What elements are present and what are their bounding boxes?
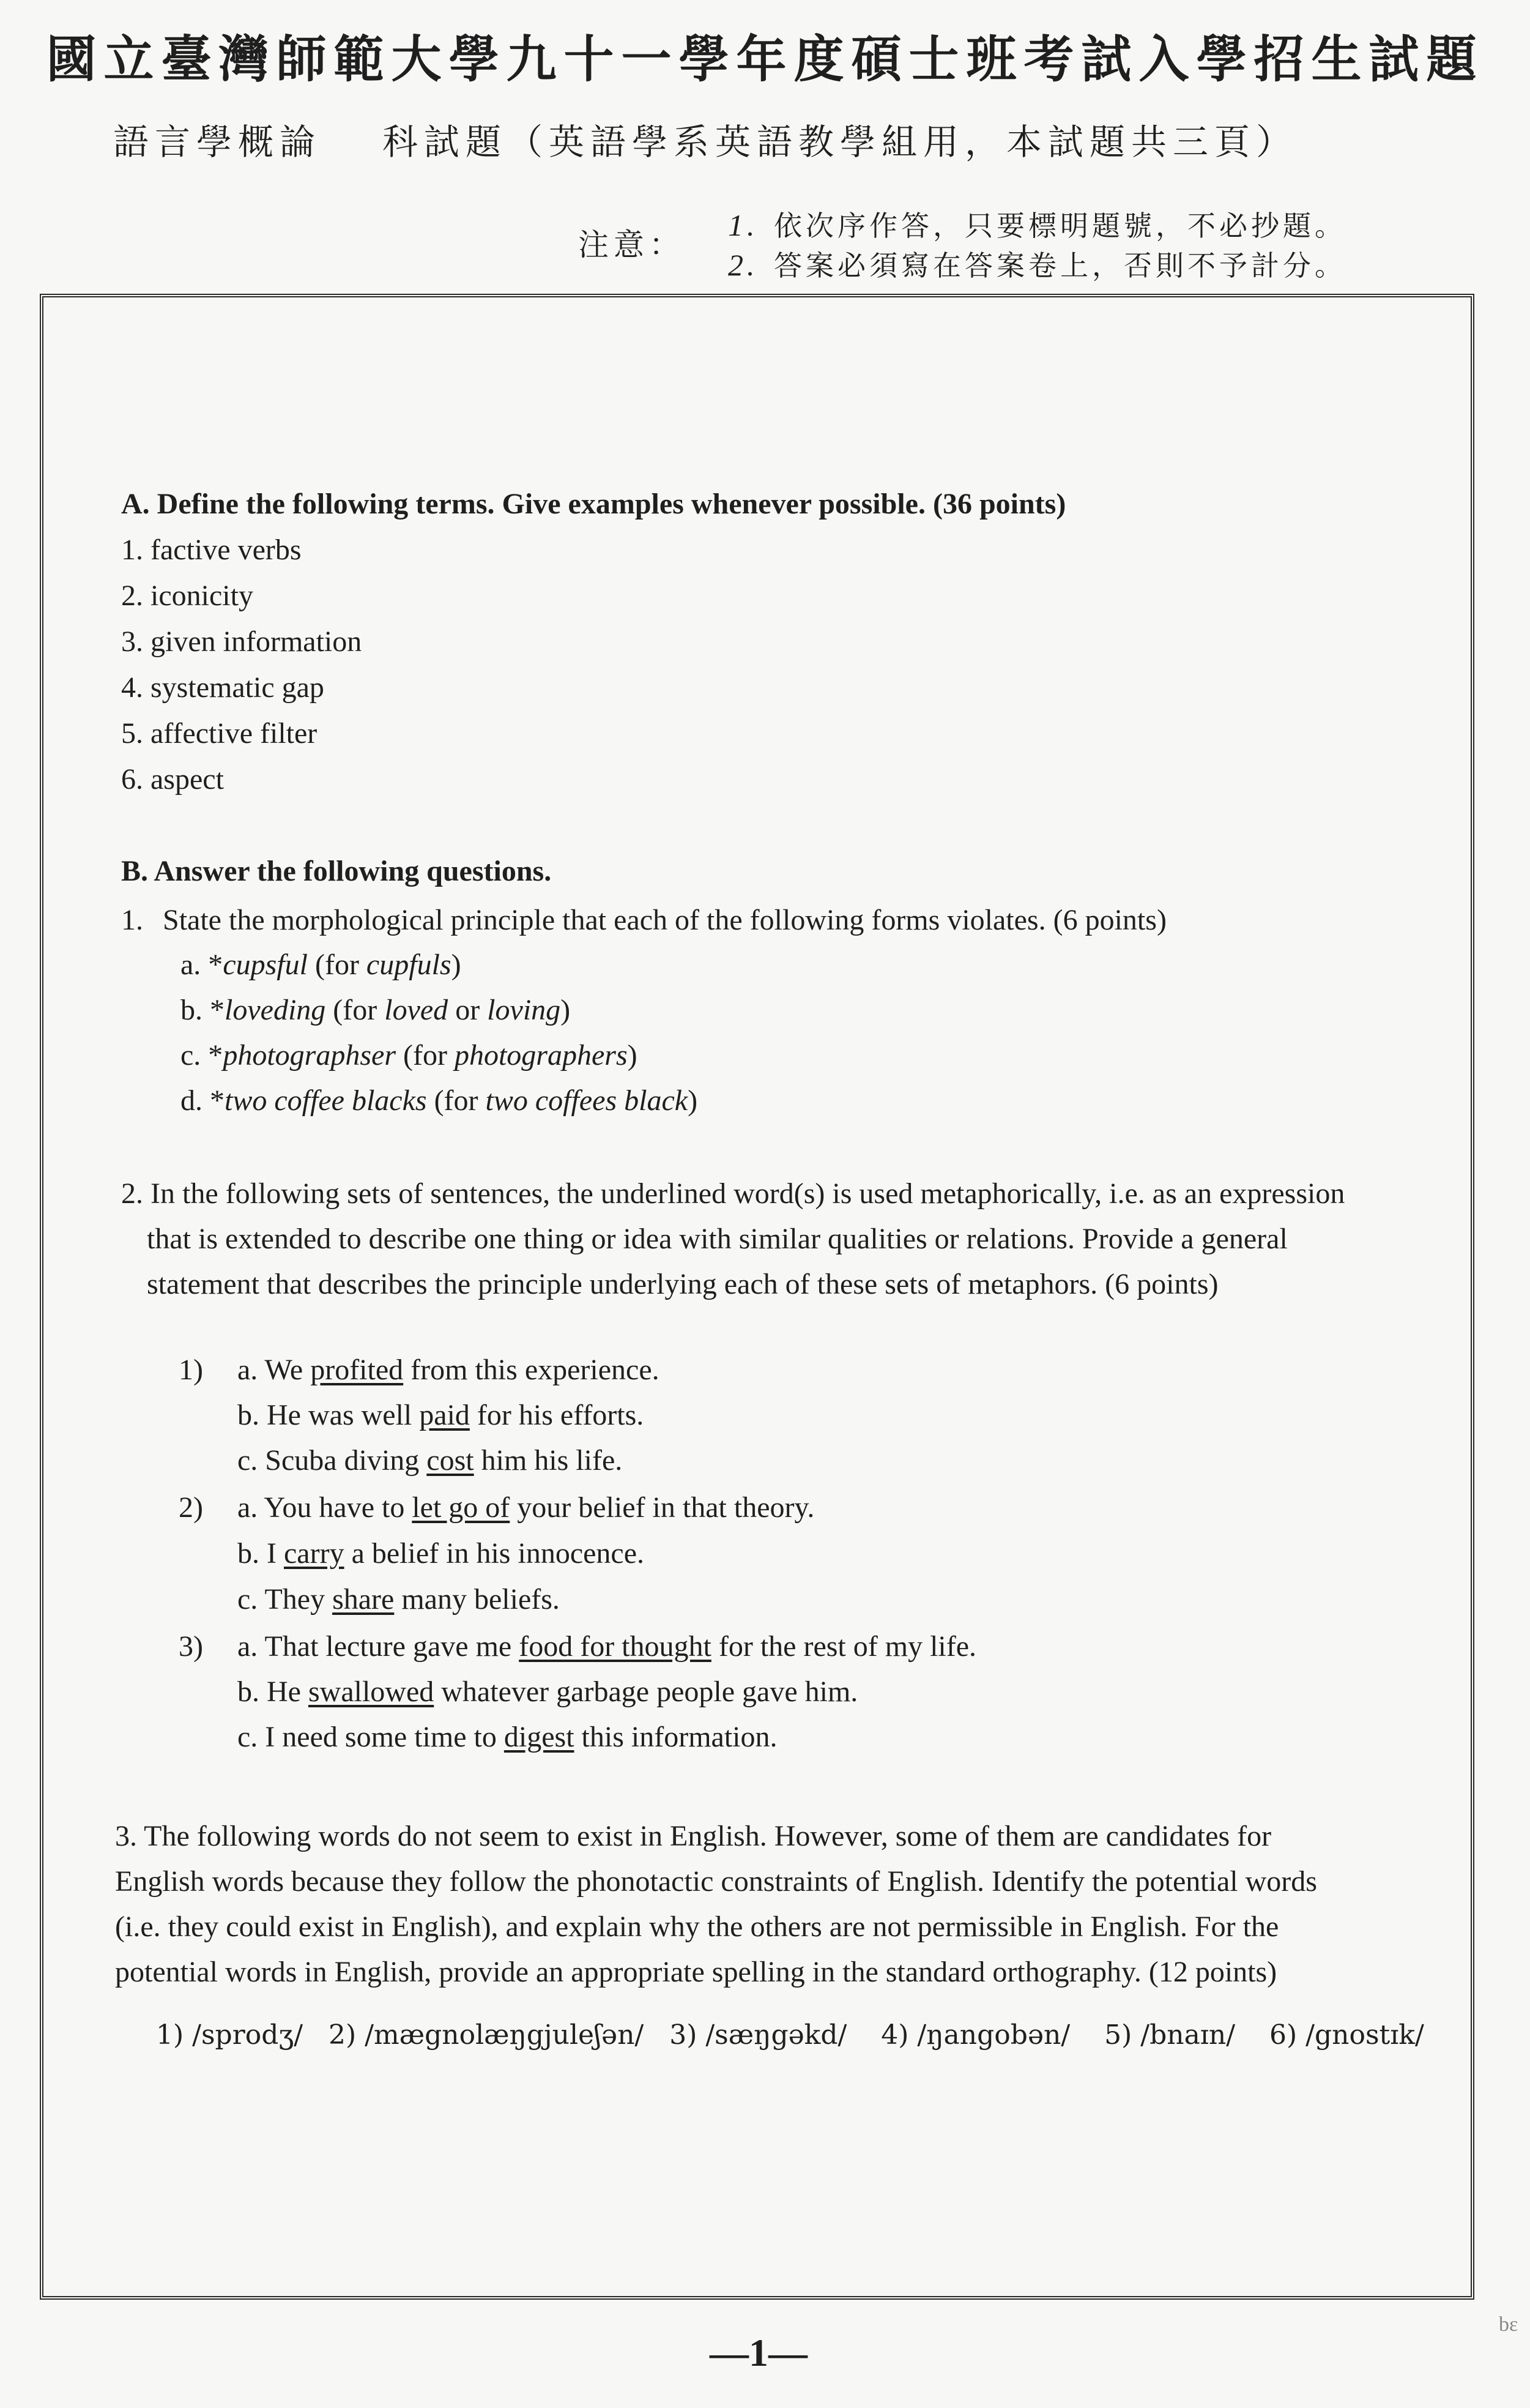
question-3-line: 3. The following words do not seem to exist in English. However, some of them are candidates for [115, 1820, 1272, 1852]
item-connector: (for [307, 949, 366, 981]
question-3-line: English words because they follow the phonotactic constraints of English. Identify the potential words [115, 1865, 1317, 1898]
correct-word: cupfuls [366, 949, 451, 981]
ill-formed-word: two coffee blacks [225, 1084, 427, 1117]
term-item: 1. factive verbs [121, 534, 302, 566]
term-item: 6. aspect [121, 763, 224, 796]
edge-handwriting-mark: bɛ [1499, 2313, 1518, 2336]
underlined-word: digest [503, 1721, 574, 1753]
sentence-text: c. They [237, 1583, 333, 1616]
section-a-heading: A. Define the following terms. Give examples whenever possible. (36 points) [121, 488, 1066, 520]
item-label: c. * [180, 1039, 223, 1072]
ill-formed-word: cupsful [223, 949, 308, 981]
underlined-word: cost [426, 1444, 474, 1477]
metaphor-sentence [237, 1443, 622, 1478]
metaphor-set-number: 3) [179, 1630, 203, 1663]
section-b-heading: B. Answer the following questions. [121, 855, 552, 887]
question-1 [121, 903, 1167, 938]
ill-formed-word: loveding [225, 994, 326, 1026]
metaphor-sentence [237, 1720, 778, 1755]
item-connector: (for [426, 1084, 486, 1117]
metaphor-set-number: 1) [179, 1354, 203, 1386]
sentence-text: c. I need some time to [237, 1721, 504, 1753]
underlined-word: let go of [412, 1491, 510, 1524]
question-2-line: 2. In the following sets of sentences, the underlined word(s) is used metaphorically, i.e. as an expression [121, 1177, 1345, 1210]
form-item [180, 1038, 637, 1073]
notice-text: 答案必須寫在答案卷上，否則不予計分。 [774, 249, 1346, 282]
question-text: State the morphological principle that each of the following forms violates. (6 points) [163, 904, 1167, 936]
notice-label: 注意： [578, 227, 685, 263]
underlined-word: carry [283, 1537, 344, 1570]
sentence-text: this information. [574, 1721, 778, 1753]
sentence-text: for his efforts. [469, 1399, 644, 1431]
notice-number: 1. [728, 208, 759, 242]
question-3-line: (i.e. they could exist in English), and explain why the others are not permissible in English. For the [115, 1910, 1279, 1943]
item-label: d. * [180, 1084, 225, 1117]
item-label: a. * [180, 949, 223, 981]
page-number: —1— [710, 2331, 808, 2374]
item-connector: (for [396, 1039, 455, 1072]
correct-word: loved [384, 994, 448, 1026]
metaphor-set-number: 2) [179, 1491, 203, 1524]
term-item: 2. iconicity [121, 580, 253, 612]
notice-item [728, 244, 1346, 284]
item-close: ) [451, 949, 461, 981]
notice-item [728, 204, 1346, 244]
underlined-word: share [332, 1583, 395, 1616]
metaphor-sentence [237, 1398, 644, 1433]
metaphor-sentence [237, 1582, 560, 1617]
question-3-line: potential words in English, provide an appropriate spelling in the standard orthography. (12 points) [115, 1956, 1277, 1988]
question-2-line: statement that describes the principle underlying each of these sets of metaphors. (6 points) [147, 1268, 1219, 1300]
metaphor-sentence [237, 1536, 644, 1571]
exam-subtitle [113, 113, 1298, 165]
item-close: ) [560, 994, 571, 1026]
sentence-text: c. Scuba diving [237, 1444, 427, 1477]
sentence-text: a. That lecture gave me [237, 1630, 519, 1663]
sentence-text: him his life. [473, 1444, 623, 1477]
correct-word: photographers [454, 1039, 628, 1072]
ill-formed-word: photographser [223, 1039, 396, 1072]
sentence-text: a. We [237, 1354, 311, 1386]
underlined-word: swallowed [308, 1676, 434, 1708]
exam-title: 國立臺灣師範大學九十一學年度碩士班考試入學招生試題 [46, 30, 1484, 89]
sentence-text: whatever garbage people gave him. [434, 1676, 858, 1708]
sentence-text: b. He was well [237, 1399, 420, 1431]
notice-text: 依次序作答，只要標明題號，不必抄題。 [774, 209, 1346, 242]
sentence-text: a. You have to [237, 1491, 412, 1524]
item-connector: or [448, 994, 488, 1026]
underlined-word: paid [419, 1399, 470, 1431]
correct-word: two coffees black [485, 1084, 688, 1117]
item-close: ) [627, 1039, 637, 1072]
sentence-text: b. I [237, 1537, 284, 1570]
metaphor-sentence [237, 1352, 659, 1388]
question-number: 1. [121, 904, 143, 936]
form-item [180, 1083, 697, 1119]
sentence-text: many beliefs. [394, 1583, 560, 1616]
form-item [180, 947, 461, 983]
sentence-text: b. He [237, 1676, 308, 1708]
notice-number: 2. [728, 248, 759, 282]
correct-word: loving [487, 994, 561, 1026]
term-item: 5. affective filter [121, 717, 318, 750]
metaphor-sentence [237, 1490, 814, 1526]
item-close: ) [688, 1084, 698, 1117]
question-2-line: that is extended to describe one thing or idea with similar qualities or relations. Provide a general [147, 1223, 1288, 1255]
subject-detail: 科試題（英語學系英語教學組用，本試題共三頁） [382, 121, 1298, 163]
underlined-word: food for thought [519, 1630, 711, 1663]
item-label: b. * [180, 994, 225, 1026]
phonetic-word-list: 1) /sprodʒ/ 2) /mægnolæŋgjuleʃən/ 3) /sæŋgəkd/ 4) /ŋangobən/ 5) /bnaɪn/ 6) /gnostɪk/ [156, 2019, 1424, 2051]
term-item: 3. given information [121, 625, 362, 658]
sentence-text: a belief in his innocence. [344, 1537, 645, 1570]
sentence-text: from this experience. [403, 1354, 659, 1386]
sentence-text: your belief in that theory. [510, 1491, 815, 1524]
subject-name: 語言學概論 [113, 121, 322, 163]
term-item: 4. systematic gap [121, 671, 324, 704]
metaphor-sentence [237, 1629, 976, 1664]
sentence-text: for the rest of my life. [711, 1630, 977, 1663]
metaphor-sentence [237, 1674, 858, 1710]
underlined-word: profited [310, 1354, 404, 1386]
item-connector: (for [325, 994, 385, 1026]
form-item [180, 993, 570, 1028]
